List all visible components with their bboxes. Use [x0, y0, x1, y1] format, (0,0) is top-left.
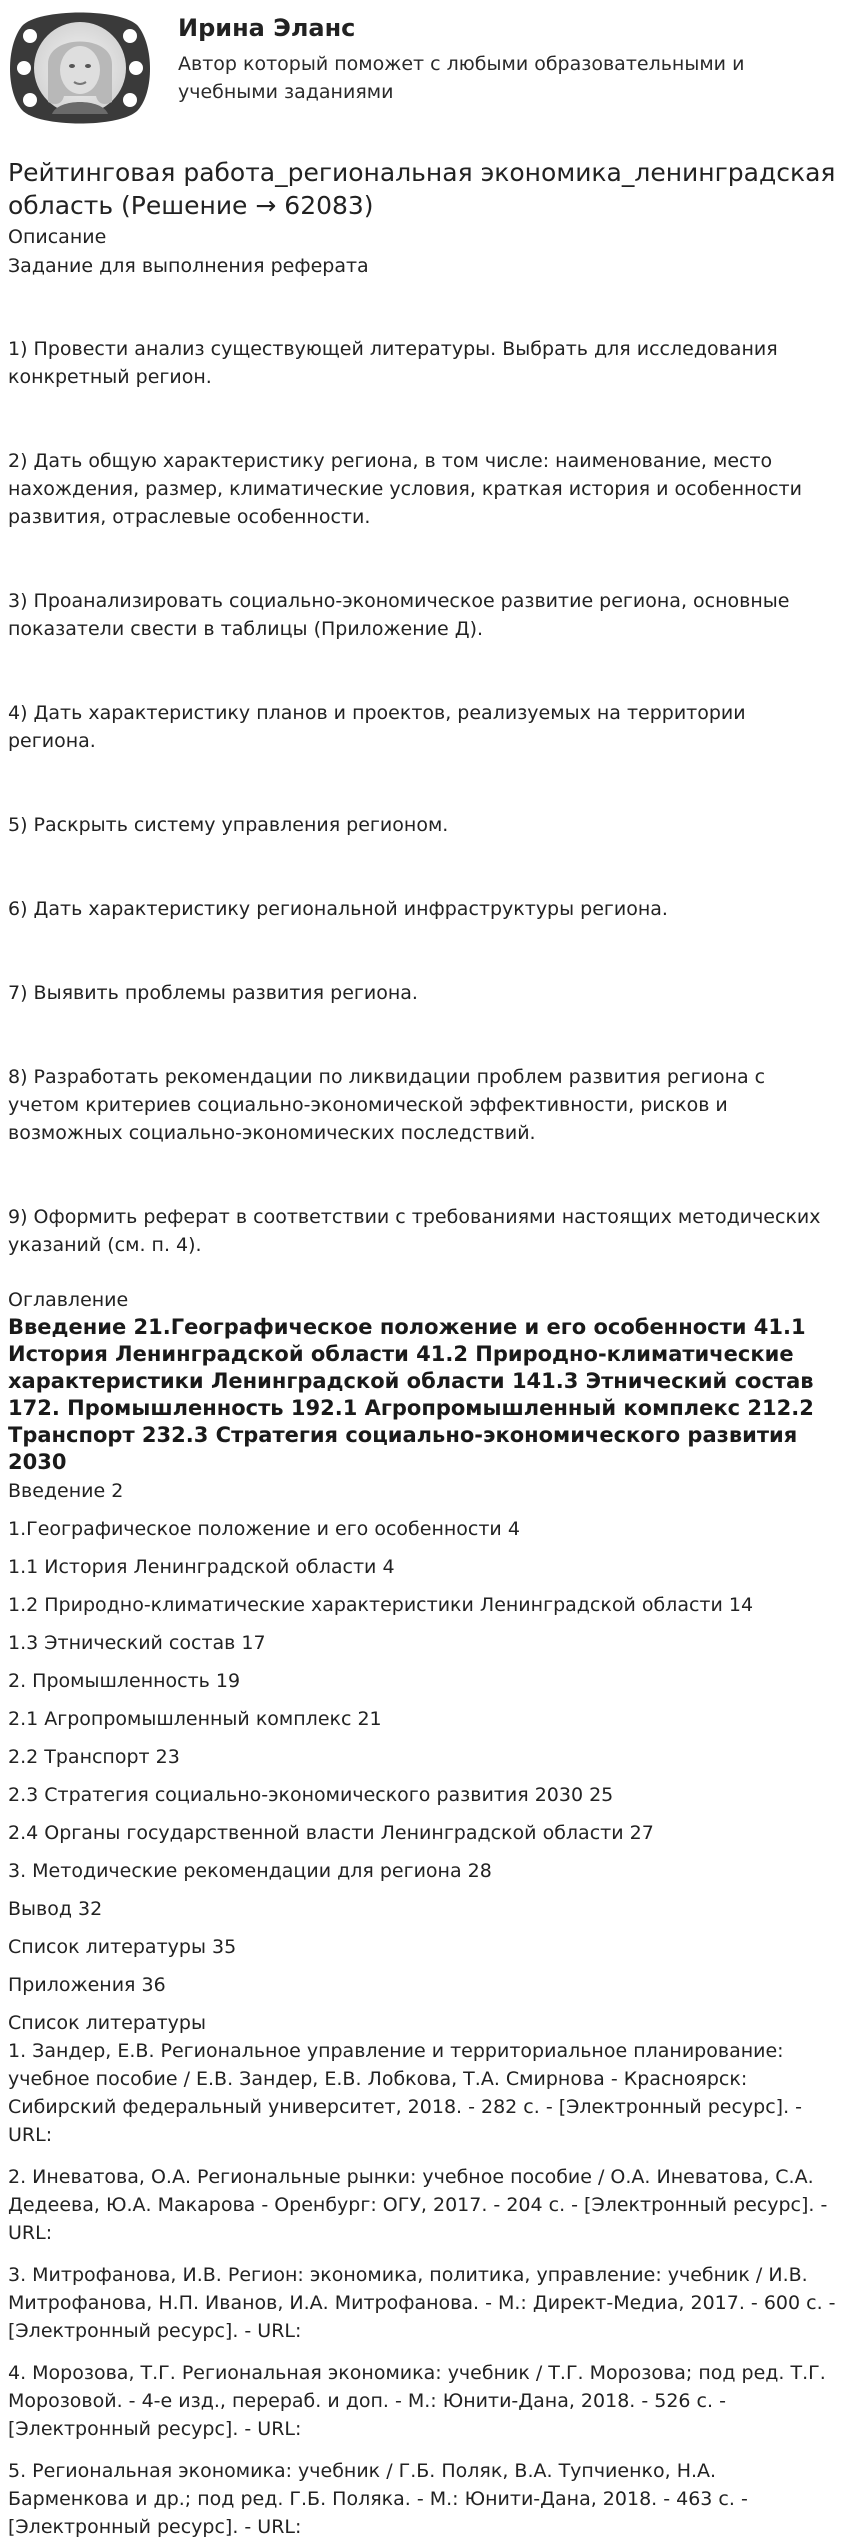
references-label: Список литературы: [8, 2012, 206, 2034]
author-description: Автор который поможет с любыми образовательными и учебными заданиями: [178, 53, 745, 103]
toc-label: Оглавление: [8, 1289, 129, 1311]
task-item: 6) Дать характеристику региональной инфраструктуры региона.: [8, 898, 668, 920]
toc-entry: Список литературы 35: [8, 1936, 237, 1958]
toc-entry: 2.4 Органы государственной власти Ленинградской области 27: [8, 1822, 654, 1844]
task-item: 1) Провести анализ существующей литературы. Выбрать для исследования конкретный регион.: [8, 338, 778, 388]
toc-entry: 2.1 Агропромышленный комплекс 21: [8, 1708, 382, 1730]
toc-entry: Вывод 32: [8, 1898, 103, 1920]
task-item: 8) Разработать рекомендации по ликвидации проблем развития региона с учетом критериев социально-экономической эффективности, рисков и возможных социально-экономических последствий.: [8, 1066, 766, 1144]
toc-entry: 2.3 Стратегия социально-экономического развития 2030 25: [8, 1784, 614, 1806]
task-item: 9) Оформить реферат в соответствии с требованиями настоящих методических указаний (см. п. 4).: [8, 1206, 821, 1256]
task-item: 3) Проанализировать социально-экономическое развитие региона, основные показатели свести в таблицы (Приложение Д).: [8, 590, 790, 640]
task-item: 2) Дать общую характеристику региона, в том числе: наименование, место нахождения, размер, климатические условия, краткая история и особенности развития, отраслевые особенности.: [8, 450, 802, 528]
task-item: 4) Дать характеристику планов и проектов, реализуемых на территории региона.: [8, 702, 746, 752]
toc-entry: 1.3 Этнический состав 17: [8, 1632, 266, 1654]
toc-entry: Приложения 36: [8, 1974, 166, 1996]
author-card: [8, 0, 839, 146]
task-heading: Задание для выполнения реферата: [8, 255, 369, 277]
author-info: [178, 6, 798, 106]
toc-entry: 1.2 Природно-климатические характеристики Ленинградской области 14: [8, 1594, 754, 1616]
author-avatar[interactable]: [8, 6, 152, 130]
avatar-image-icon: [8, 6, 152, 130]
toc-entry: 3. Методические рекомендации для региона 28: [8, 1860, 492, 1882]
toc-entry: Введение 2: [8, 1480, 124, 1502]
toc-entry: 2.2 Транспорт 23: [8, 1746, 180, 1768]
author-name[interactable]: Ирина Эланс: [178, 14, 356, 42]
toc-entry: 1.Географическое положение и его особенности 4: [8, 1518, 520, 1540]
task-list: [8, 335, 839, 1259]
toc-entry: 2. Промышленность 19: [8, 1670, 241, 1692]
toc-entry: 1.1 История Ленинградской области 4: [8, 1556, 395, 1578]
task-item: 7) Выявить проблемы развития региона.: [8, 982, 418, 1004]
reference-item: 1. Зандер, Е.В. Региональное управление и территориальное планирование: учебное пособие / Е.В. Зандер, Е.В. Лобкова, Т.А. Смирнова - Красноярск: Сибирский федеральный университет, 2018. - 282 с. - [Электронный ресурс]. - URL:: [8, 2040, 803, 2146]
task-item: 5) Раскрыть систему управления регионом.: [8, 814, 449, 836]
toc-summary: Введение 21.Географическое положение и его особенности 41.1 История Ленинградской области 41.2 Природно-климатические характеристики Ленинградской области 141.3 Этнический состав 172. Промышленность 192.1 Агропромышленный комплекс 212.2 Транспорт 232.3 Стратегия социально-экономического развития 2030: [8, 1315, 814, 1474]
reference-item: 5. Региональная экономика: учебник / Г.Б. Поляк, В.А. Тупчиенко, Н.А. Барменкова и др.; под ред. Г.Б. Поляка. - М.: Юнити-Дана, 2018. - 463 с. - [Электронный ресурс]. - URL:: [8, 2460, 748, 2538]
references-list: [8, 2037, 839, 2541]
toc-list: [8, 1478, 839, 1999]
description-label: Описание: [8, 226, 107, 248]
reference-item: 3. Митрофанова, И.В. Регион: экономика, политика, управление: учебник / И.В. Митрофанова, Н.П. Иванов, И.А. Митрофанова. - М.: Директ-Медиа, 2017. - 600 с. - [Электронный ресурс]. - URL:: [8, 2264, 836, 2342]
reference-item: 2. Иневатова, О.А. Региональные рынки: учебное пособие / О.А. Иневатова, С.А. Дедеева, Ю.А. Макарова - Оренбург: ОГУ, 2017. - 204 с. - [Электронный ресурс]. - URL:: [8, 2166, 828, 2244]
work-title: Рейтинговая работа_региональная экономика_ленинградская область (Решение → 62083): [8, 158, 836, 220]
reference-item: 4. Морозова, Т.Г. Региональная экономика: учебник / Т.Г. Морозова; под ред. Т.Г. Морозовой. - 4-е изд., перераб. и доп. - М.: Юнити-Дана, 2018. - 526 с. - [Электронный ресурс]. - URL:: [8, 2362, 826, 2440]
